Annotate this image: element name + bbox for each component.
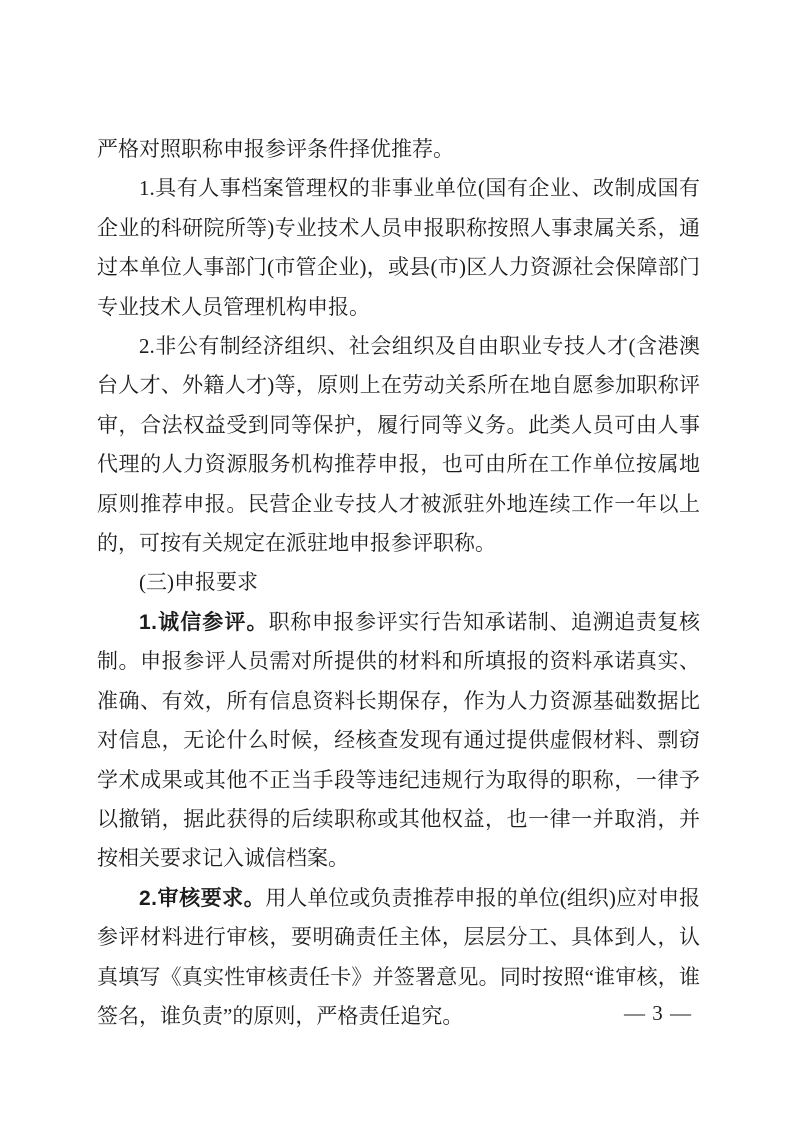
body-text: [97, 130, 700, 1036]
paragraph-item-1: [97, 169, 700, 327]
paragraph-text: 职称申报参评实行告知承诺制、追溯追责复核制。申报参评人员需对所提供的材料和所填报的资料承诺真实、准确、有效，所有信息资料长期保存，作为人力资源基础数据比对信息，无论什么时候，经核查发现有通过提供虚假材料、剽窃学术成果或其他不正当手段等违纪违规行为取得的职称，一律予以撤销，据此获得的后续职称或其他权益，也一律一并取消，并按相关要求记入诚信档案。: [97, 609, 701, 871]
paragraph-text: 2.非公有制经济组织、社会组织及自由职业专技人才(含港澳台人才、外籍人才)等，原则上在劳动关系所在地自愿参加职称评审，合法权益受到同等保护，履行同等义务。此类人员可由人事代理的人力资源服务机构推荐申报，也可由所在工作单位按属地原则推荐申报。民营企业专技人才被派驻外地连续工作一年以上的，可按有关规定在派驻地申报参评职称。: [97, 334, 700, 556]
paragraph-lead-bold: 1.诚信参评。: [139, 610, 269, 634]
paragraph-lead-bold: 2.审核要求。: [139, 886, 266, 910]
paragraph-review-requirement: [97, 879, 700, 1037]
paragraph-continuation: [97, 130, 700, 169]
paragraph-text: 严格对照职称申报参评条件择优推荐。: [97, 137, 454, 161]
page-number: — 3 —: [624, 1001, 692, 1025]
subsection-heading: [97, 563, 700, 602]
subsection-heading-text: (三)申报要求: [139, 570, 258, 595]
paragraph-text: 用人单位或负责推荐申报的单位(组织)应对申报参评材料进行审核，要明确责任主体，层层分工、具体到人，认真填写《真实性审核责任卡》并签署意见。同时按照“谁审核，谁签名，谁负责”的原则，严格责任追究。: [97, 885, 700, 1028]
paragraph-integrity-requirement: [97, 603, 700, 879]
paragraph-text: 1.具有人事档案管理权的非事业单位(国有企业、改制成国有企业的科研院所等)专业技术人员申报职称按照人事隶属关系，通过本单位人事部门(市管企业)，或县(市)区人力资源社会保障部门专业技术人员管理机构申报。: [97, 176, 700, 319]
paragraph-item-2: [97, 327, 700, 563]
